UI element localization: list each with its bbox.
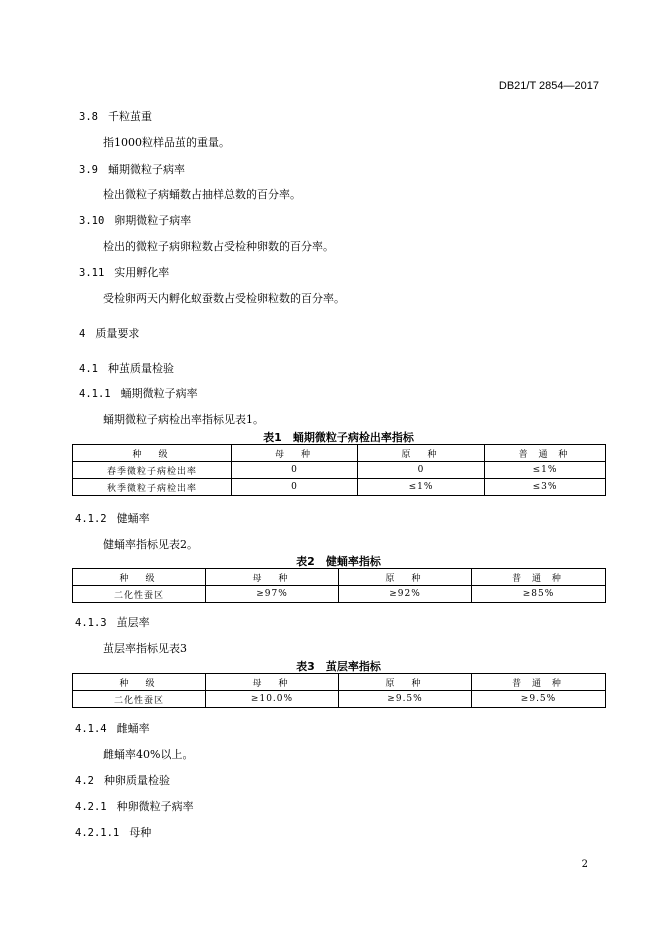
table-cell: ≤1% — [358, 479, 485, 496]
paragraph-3-11: 受检卵两天内孵化蚁蚕数占受检卵粒数的百分率。 — [103, 292, 345, 305]
section-number: 4.2.1.1 — [75, 827, 120, 839]
table-row — [73, 691, 606, 708]
paragraph-3-10: 检出的微粒子病卵粒数占受检种卵数的百分率。 — [103, 240, 334, 253]
section-number: 3.9 — [79, 164, 98, 176]
table-cell: ≥97% — [206, 586, 339, 603]
table-header-cell: 种 级 — [73, 674, 206, 691]
section-heading-4-1-3 — [75, 614, 150, 630]
table-header-cell: 母 种 — [206, 674, 339, 691]
section-title: 母种 — [129, 826, 152, 839]
table-header-row — [73, 674, 606, 691]
table-header-cell: 普 通 种 — [472, 569, 606, 586]
section-heading-3-8 — [79, 108, 152, 124]
paragraph-4-1-4: 雌蛹率40%以上。 — [103, 748, 194, 761]
section-title: 健蛹率 — [116, 512, 150, 525]
table-header-cell: 种 级 — [73, 569, 206, 586]
section-title: 种卵微粒子病率 — [116, 800, 194, 813]
section-heading-4-1-4 — [75, 720, 150, 736]
section-number: 4.2 — [75, 775, 94, 787]
section-heading-3-10 — [79, 212, 191, 228]
table-cell: 0 — [358, 462, 485, 479]
section-number: 3.10 — [79, 215, 105, 227]
table-cell: 0 — [232, 479, 358, 496]
section-title: 蛹期微粒子病率 — [107, 163, 185, 176]
section-title: 种卵质量检验 — [103, 774, 170, 787]
section-heading-4-1-1 — [79, 385, 198, 401]
table-cell: ≥10.0% — [206, 691, 339, 708]
section-number: 3.8 — [79, 111, 98, 123]
section-title: 卵期微粒子病率 — [114, 214, 192, 227]
paragraph-3-8: 指1000粒样品茧的重量。 — [103, 136, 230, 149]
table-cell: 春季微粒子病检出率 — [73, 462, 232, 479]
paragraph-4-1-3: 茧层率指标见表3 — [103, 642, 187, 655]
section-number: 3.11 — [79, 267, 105, 279]
section-number: 4 — [79, 328, 86, 340]
table-header-cell: 母 种 — [232, 445, 358, 462]
section-title: 实用孵化率 — [114, 266, 170, 279]
document-id: DB21/T 2854—2017 — [498, 80, 599, 92]
paragraph-4-1-2: 健蛹率指标见表2。 — [103, 538, 198, 551]
table2 — [72, 568, 606, 603]
section-number: 4.1 — [79, 363, 98, 375]
table-header-cell: 普 通 种 — [472, 674, 606, 691]
table2-caption: 表2 健蛹率指标 — [296, 555, 381, 568]
section-title: 雌蛹率 — [116, 722, 150, 735]
section-heading-4-1 — [79, 360, 174, 376]
table-header-cell: 普 通 种 — [485, 445, 606, 462]
table-cell: 0 — [232, 462, 358, 479]
paragraph-3-9: 检出微粒子病蛹数占抽样总数的百分率。 — [103, 188, 301, 201]
table3 — [72, 673, 606, 708]
table-header-row — [73, 445, 606, 462]
table1-caption: 表1 蛹期微粒子病检出率指标 — [263, 431, 414, 444]
table-cell: 二化性蚕区 — [73, 691, 206, 708]
table-header-cell: 种 级 — [73, 445, 232, 462]
paragraph-4-1-1: 蛹期微粒子病检出率指标见表1。 — [103, 413, 264, 426]
section-heading-4-2-1-1 — [75, 824, 151, 840]
table-cell: ≤3% — [485, 479, 606, 496]
table-row — [73, 462, 606, 479]
table-header-cell: 原 种 — [339, 674, 472, 691]
table-header-cell: 原 种 — [358, 445, 485, 462]
table-cell: ≥9.5% — [472, 691, 606, 708]
section-title: 蛹期微粒子病率 — [120, 387, 198, 400]
section-number: 4.1.3 — [75, 617, 107, 629]
table1 — [72, 444, 606, 496]
table3-caption: 表3 茧层率指标 — [296, 660, 381, 673]
page-number: 2 — [581, 859, 588, 870]
section-heading-4 — [79, 325, 139, 341]
section-title: 质量要求 — [95, 327, 140, 340]
section-number: 4.1.1 — [79, 388, 111, 400]
table-header-cell: 母 种 — [206, 569, 339, 586]
table-row — [73, 586, 606, 603]
section-heading-3-9 — [79, 161, 185, 177]
section-title: 千粒茧重 — [107, 110, 152, 123]
table-cell: 秋季微粒子病检出率 — [73, 479, 232, 496]
table-header-cell: 原 种 — [339, 569, 472, 586]
section-number: 4.2.1 — [75, 801, 107, 813]
table-cell: ≥9.5% — [339, 691, 472, 708]
table-cell: ≥92% — [339, 586, 472, 603]
section-title: 种茧质量检验 — [107, 362, 174, 375]
table-row — [73, 479, 606, 496]
table-header-row — [73, 569, 606, 586]
table-cell: ≥85% — [472, 586, 606, 603]
table-cell: ≤1% — [485, 462, 606, 479]
section-heading-4-1-2 — [75, 510, 150, 526]
section-heading-4-2 — [75, 772, 170, 788]
section-number: 4.1.4 — [75, 723, 107, 735]
section-heading-4-2-1 — [75, 798, 194, 814]
section-title: 茧层率 — [116, 616, 150, 629]
section-number: 4.1.2 — [75, 513, 107, 525]
table-cell: 二化性蚕区 — [73, 586, 206, 603]
section-heading-3-11 — [79, 264, 169, 280]
